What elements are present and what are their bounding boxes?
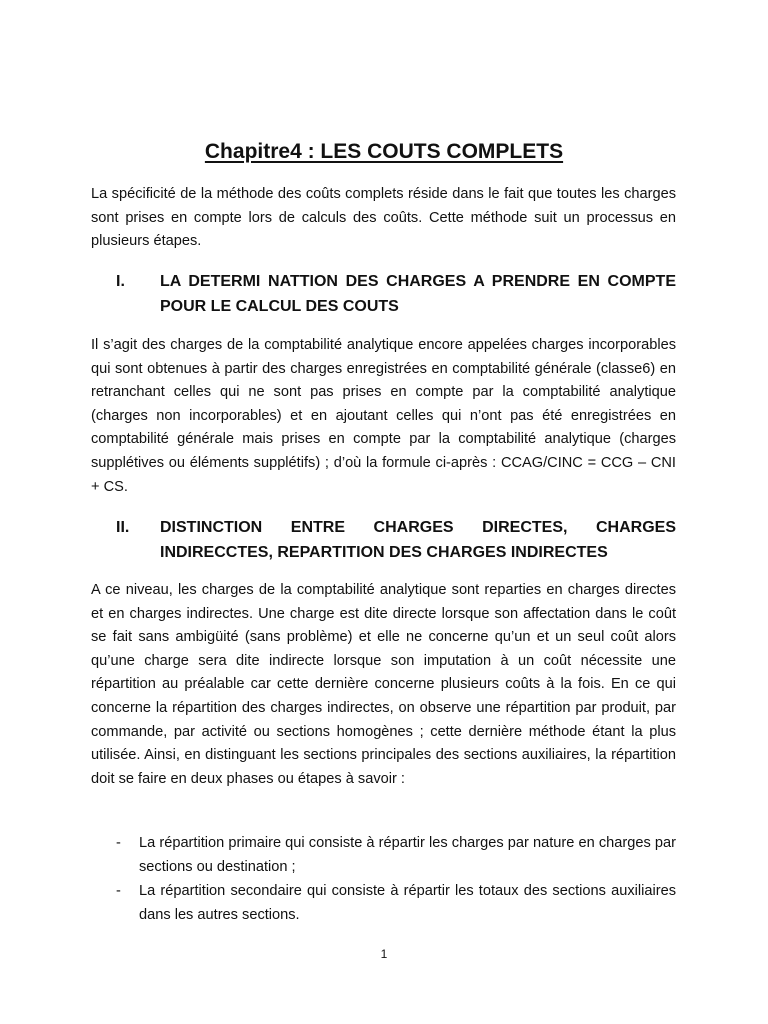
section-heading-text-1: LA DETERMI NATTION DES CHARGES A PRENDRE EN COMPTE POUR LE CALCUL DES COUTS bbox=[160, 273, 676, 315]
list-item bbox=[91, 831, 676, 879]
section-number-2: II. bbox=[116, 519, 130, 536]
bullet-list bbox=[91, 831, 676, 927]
section-number-1: I. bbox=[116, 273, 125, 290]
bullet-marker: - bbox=[116, 835, 121, 851]
section-1-paragraph: Il s’agit des charges de la comptabilité analytique encore appelées charges incorporables qui sont obtenues à partir des charges enregistrées en comptabilité générale (classe6) en retranchant celles qui ne sont pas prises en compte par la comptabilité analytique (charges non incorporables) et en ajoutant celles qui n’ont pas été enregistrées en comptabilité générale mais prises en compte par la comptabilité analytique (charges supplétives ou éléments supplétifs) ; d’où la formule ci-après : CCAG/CINC = CCG – CNI + CS. bbox=[91, 337, 676, 495]
bullet-text: La répartition primaire qui consiste à répartir les charges par nature en charges par sections ou destination ; bbox=[139, 835, 676, 875]
list-item bbox=[91, 879, 676, 927]
section-2-paragraph: A ce niveau, les charges de la comptabilité analytique sont reparties en charges directes et en charges indirectes. Une charge est dite directe lorsque son affectation dans le coût se fait sans ambigüité (sans problème) et elle ne concerne qu’un et un seul coût alors qu’une charge sera dite indirecte lorsque son imputation à un coût nécessite une répartition au préalable car cette dernière concerne plusieurs coûts à la fois. En ce qui concerne la répartition des charges indirectes, on observe une répartition par produit, par commande, par activité ou sections homogènes ; cette dernière méthode étant la plus utilisée. Ainsi, en distinguant les sections principales des sections auxiliaires, la répartition doit se faire en deux phases ou étapes à savoir : bbox=[91, 582, 676, 787]
section-heading-text-2: DISTINCTION ENTRE CHARGES DIRECTES, CHARGES INDIRECCTES, REPARTITION DES CHARGES INDIRECTES bbox=[160, 519, 676, 561]
section-heading-2 bbox=[91, 515, 676, 565]
bullet-text: La répartition secondaire qui consiste à répartir les totaux des sections auxiliaires dans les autres sections. bbox=[139, 883, 676, 923]
intro-paragraph: La spécificité de la méthode des coûts complets réside dans le fait que toutes les charges sont prises en compte lors de calculs des coûts. Cette méthode suit un processus en plusieurs étapes. bbox=[91, 186, 676, 250]
bullet-marker: - bbox=[116, 883, 121, 899]
chapter-title: Chapitre4 : LES COUTS COMPLETS bbox=[204, 140, 564, 163]
section-heading-1 bbox=[91, 269, 676, 319]
page-number: 1 bbox=[380, 947, 388, 961]
